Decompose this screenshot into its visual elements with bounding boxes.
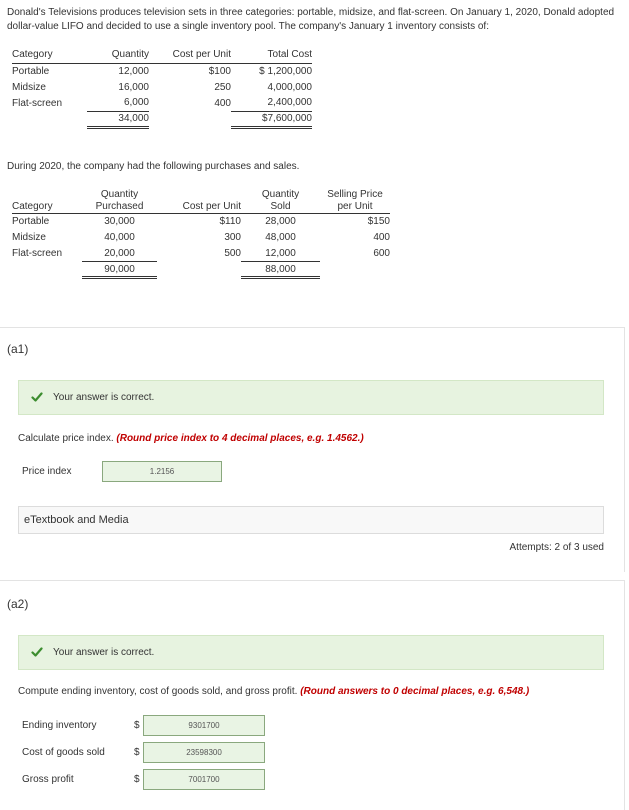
cell-cost: 250 — [214, 81, 231, 93]
purchases-intro: During 2020, the company had the following purchases and sales. — [7, 161, 300, 172]
cell-cost: 400 — [214, 97, 231, 109]
cell-quantity-purchased: 30,000 — [104, 216, 135, 228]
checkmark-icon — [31, 391, 43, 403]
currency-symbol: $ — [134, 720, 140, 731]
header-quantity-sold: Quantity Sold — [241, 189, 320, 214]
instruction-main: Calculate price index. — [18, 433, 114, 444]
cell-cost: $100 — [208, 65, 231, 77]
header-cost-per-unit: Cost per Unit — [157, 189, 241, 214]
table-row — [12, 230, 390, 246]
instruction-hint: (Round answers to 0 decimal places, e.g. 6,548.) — [300, 686, 530, 697]
table-row — [12, 214, 390, 230]
table-row — [12, 79, 312, 95]
correct-message: Your answer is correct. — [53, 647, 155, 658]
cell-total: 4,000,000 — [267, 81, 312, 93]
table-total-row — [12, 262, 390, 278]
header-total-cost: Total Cost — [231, 47, 312, 63]
currency-symbol: $ — [134, 774, 140, 785]
cell-quantity: 16,000 — [118, 81, 149, 93]
cell-quantity: 12,000 — [118, 65, 149, 77]
cell-category: Flat-screen — [12, 97, 63, 109]
price-index-label: Price index — [22, 466, 72, 477]
instruction-text — [18, 433, 364, 444]
cell-total: 2,400,000 — [231, 95, 312, 111]
table-header-row — [12, 47, 312, 63]
cost-of-goods-sold-input[interactable]: 23598300 — [143, 742, 265, 763]
part-a1-panel — [0, 327, 625, 572]
ending-inventory-label: Ending inventory — [22, 720, 97, 731]
total-quantity: 34,000 — [87, 111, 149, 127]
attempts-counter: Attempts: 2 of 3 used — [509, 542, 604, 553]
cell-selling-price: $150 — [367, 216, 390, 228]
cell-quantity-purchased: 40,000 — [104, 232, 135, 243]
checkmark-icon — [31, 646, 43, 658]
table-row — [12, 246, 390, 262]
header-selling-price: Selling Price per Unit — [320, 189, 390, 214]
cell-quantity-purchased: 20,000 — [82, 246, 157, 262]
currency-symbol: $ — [134, 747, 140, 758]
problem-intro: Donald's Televisions produces television sets in three categories: portable, midsize, and flat-screen. On January 1, 2020, Donald adopted dollar-value LIFO and decided to use a single inventory pool. The company's January 1 inventory consists of: — [7, 7, 615, 32]
correct-banner — [18, 635, 604, 670]
cell-quantity-sold: 48,000 — [265, 232, 296, 243]
purchases-sales-table — [12, 189, 390, 279]
cell-category: Portable — [12, 216, 50, 228]
table-total-row — [12, 111, 312, 127]
header-quantity: Quantity — [87, 47, 149, 63]
cell-selling-price: 600 — [373, 248, 390, 259]
cell-cost: 300 — [224, 232, 241, 243]
cell-category: Flat-screen — [12, 248, 63, 259]
cell-quantity-sold: 28,000 — [265, 216, 296, 228]
cell-selling-price: 400 — [373, 232, 390, 243]
table-row — [12, 95, 312, 111]
cell-category: Midsize — [12, 232, 46, 243]
table-row — [12, 63, 312, 79]
ending-inventory-input[interactable]: 9301700 — [143, 715, 265, 736]
table-header-row — [12, 189, 390, 214]
total-cost: $7,600,000 — [231, 111, 312, 127]
part-a1-label: (a1) — [7, 342, 29, 356]
header-category: Category — [12, 189, 82, 214]
instruction-hint: (Round price index to 4 decimal places, e.g. 1.4562.) — [116, 433, 364, 444]
instruction-main: Compute ending inventory, cost of goods sold, and gross profit. — [18, 686, 298, 697]
cell-category: Portable — [12, 65, 50, 77]
correct-message: Your answer is correct. — [53, 392, 155, 403]
header-quantity-purchased: Quantity Purchased — [82, 189, 157, 214]
gross-profit-label: Gross profit — [22, 774, 74, 785]
cell-cost: $110 — [219, 216, 241, 228]
header-category: Category — [12, 47, 87, 63]
cell-category: Midsize — [12, 81, 46, 93]
beginning-inventory-table — [12, 47, 312, 129]
part-a2-label: (a2) — [7, 597, 29, 611]
total-sold: 88,000 — [241, 262, 320, 278]
cell-total: $ 1,200,000 — [259, 65, 312, 77]
total-purchased: 90,000 — [82, 262, 157, 278]
cell-quantity: 6,000 — [87, 95, 149, 111]
cell-quantity-sold: 12,000 — [241, 246, 320, 262]
cell-cost: 500 — [224, 248, 241, 259]
instruction-text — [18, 686, 529, 697]
cost-of-goods-sold-label: Cost of goods sold — [22, 747, 105, 758]
header-cost-per-unit: Cost per Unit — [149, 47, 231, 63]
gross-profit-input[interactable]: 7001700 — [143, 769, 265, 790]
correct-banner — [18, 380, 604, 415]
price-index-input[interactable]: 1.2156 — [102, 461, 222, 482]
etextbook-media-button[interactable]: eTextbook and Media — [18, 506, 604, 534]
